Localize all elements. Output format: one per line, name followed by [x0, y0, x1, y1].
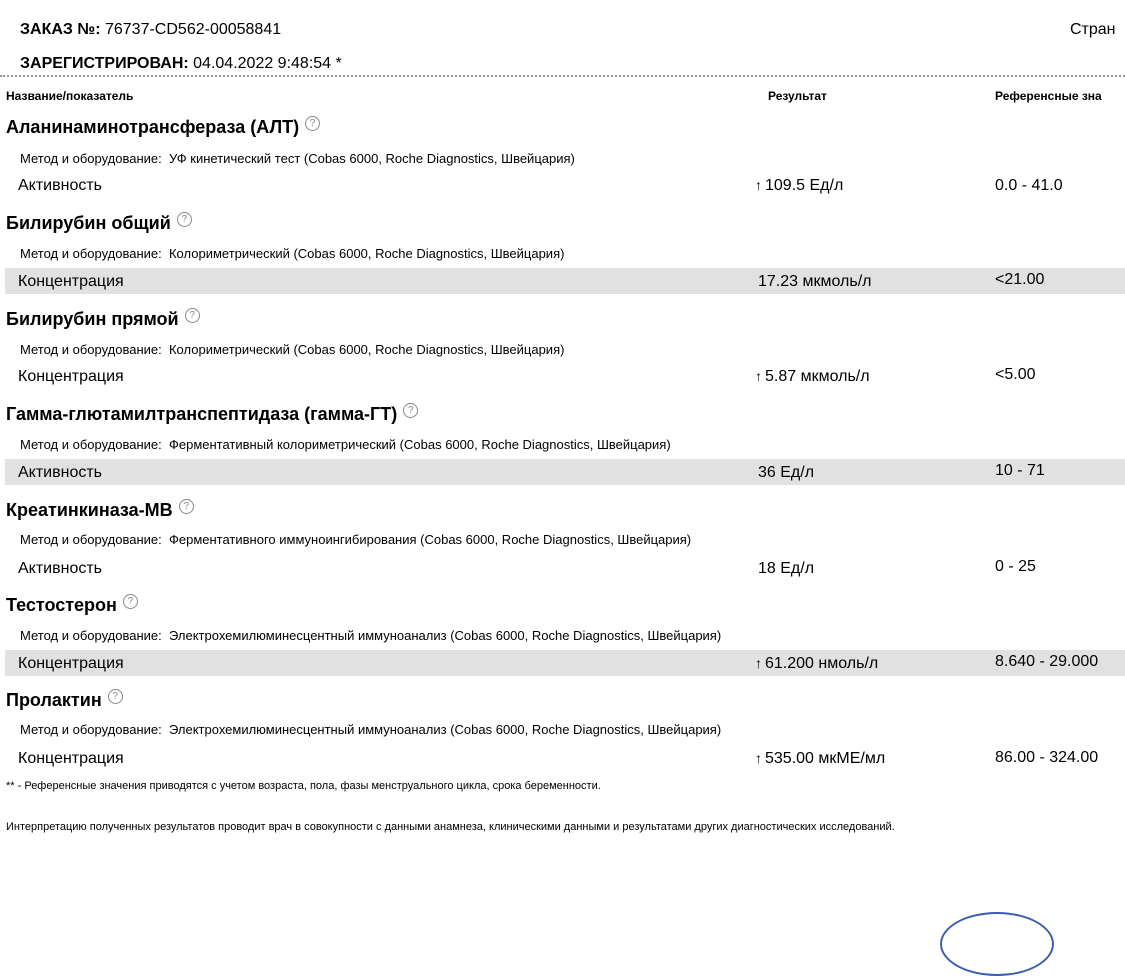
test-reference: 86.00 - 324.00 [995, 749, 1099, 766]
test-reference: 8.640 - 29.000 [995, 653, 1099, 670]
test-title: Креатинкиназа-МВ ? [6, 499, 194, 521]
arrow-up-icon: ↑ [755, 655, 762, 671]
registered-value: 04.04.2022 9:48:54 * [193, 55, 342, 72]
test-reference: <21.00 [995, 271, 1045, 288]
test-method: Метод и оборудование: Электрохемилюминесцентный иммуноанализ (Cobas 6000, Roche Diagnostics, Швейцария) [20, 628, 722, 643]
help-circle-icon[interactable]: ? [177, 212, 192, 227]
help-circle-icon[interactable]: ? [185, 308, 200, 323]
test-method: Метод и оборудование: Ферментативного иммуноингибирования (Cobas 6000, Roche Diagnostics, Швейцария) [20, 532, 692, 547]
arrow-up-icon: ↑ [755, 177, 762, 193]
order-label: ЗАКАЗ №: [20, 21, 101, 38]
test-method: Метод и оборудование: УФ кинетический тест (Cobas 6000, Roche Diagnostics, Швейцария) [20, 151, 575, 166]
test-title: Пролактин ? [6, 689, 123, 711]
header-divider [0, 75, 1125, 77]
help-circle-icon[interactable]: ? [403, 403, 418, 418]
column-header-result: Результат [768, 89, 827, 103]
test-result: 17.23 мкмоль/л [758, 273, 872, 290]
test-parameter: Активность [18, 177, 103, 194]
test-parameter: Концентрация [18, 273, 124, 290]
arrow-up-icon: ↑ [755, 750, 762, 766]
test-result: ↑ 109.5 Ед/л [755, 177, 844, 194]
help-circle-icon[interactable]: ? [305, 116, 320, 131]
test-title: Билирубин прямой ? [6, 308, 200, 330]
test-reference: 0.0 - 41.0 [995, 177, 1063, 194]
help-circle-icon[interactable]: ? [108, 689, 123, 704]
test-result: 36 Ед/л [758, 464, 815, 481]
test-method: Метод и оборудование: Электрохемилюминесцентный иммуноанализ (Cobas 6000, Roche Diagnostics, Швейцария) [20, 722, 722, 737]
order-value: 76737-CD562-00058841 [104, 21, 282, 38]
arrow-up-icon: ↑ [755, 368, 762, 384]
test-parameter: Концентрация [18, 750, 124, 767]
test-method: Метод и оборудование: Ферментативный колориметрический (Cobas 6000, Roche Diagnostics, Швейцария) [20, 437, 671, 452]
page-label: Стран [1070, 21, 1116, 38]
column-header-reference: Референсные зна [995, 89, 1102, 103]
test-result: ↑ 61.200 нмоль/л [755, 655, 879, 672]
test-method: Метод и оборудование: Колориметрический (Cobas 6000, Roche Diagnostics, Швейцария) [20, 342, 565, 357]
test-title: Тестостерон ? [6, 594, 138, 616]
test-result: ↑ 5.87 мкмоль/л [755, 368, 870, 385]
help-circle-icon[interactable]: ? [123, 594, 138, 609]
test-reference: 0 - 25 [995, 558, 1036, 575]
interpretation-footnote: Интерпретацию полученных результатов проводит врач в совокупности с данными анамнеза, клиническими данными и результатами других диагностических исследований. [6, 821, 895, 833]
row-highlight [5, 268, 1125, 294]
reference-footnote: ** - Референсные значения приводятся с учетом возраста, пола, фазы менструального цикла, срока беременности. [6, 780, 601, 792]
row-highlight [5, 459, 1125, 485]
help-circle-icon[interactable]: ? [179, 499, 194, 514]
stamp-seal [940, 912, 1054, 976]
test-method: Метод и оборудование: Колориметрический (Cobas 6000, Roche Diagnostics, Швейцария) [20, 246, 565, 261]
registration-date [20, 55, 342, 73]
test-parameter: Концентрация [18, 655, 124, 672]
test-parameter: Активность [18, 464, 103, 481]
test-title: Аланинаминотрансфераза (АЛТ) ? [6, 116, 320, 138]
column-header-name: Название/показатель [6, 89, 134, 103]
test-reference: 10 - 71 [995, 462, 1045, 479]
test-parameter: Активность [18, 560, 103, 577]
order-number [20, 21, 281, 39]
test-title: Гамма-глютамилтранспептидаза (гамма-ГТ) ? [6, 403, 418, 425]
test-result: 18 Ед/л [758, 560, 815, 577]
test-result: ↑ 535.00 мкМЕ/мл [755, 750, 886, 767]
test-parameter: Концентрация [18, 368, 124, 385]
row-highlight [5, 650, 1125, 676]
registered-label: ЗАРЕГИСТРИРОВАН: [20, 55, 189, 72]
test-title: Билирубин общий ? [6, 212, 192, 234]
test-reference: <5.00 [995, 366, 1036, 383]
